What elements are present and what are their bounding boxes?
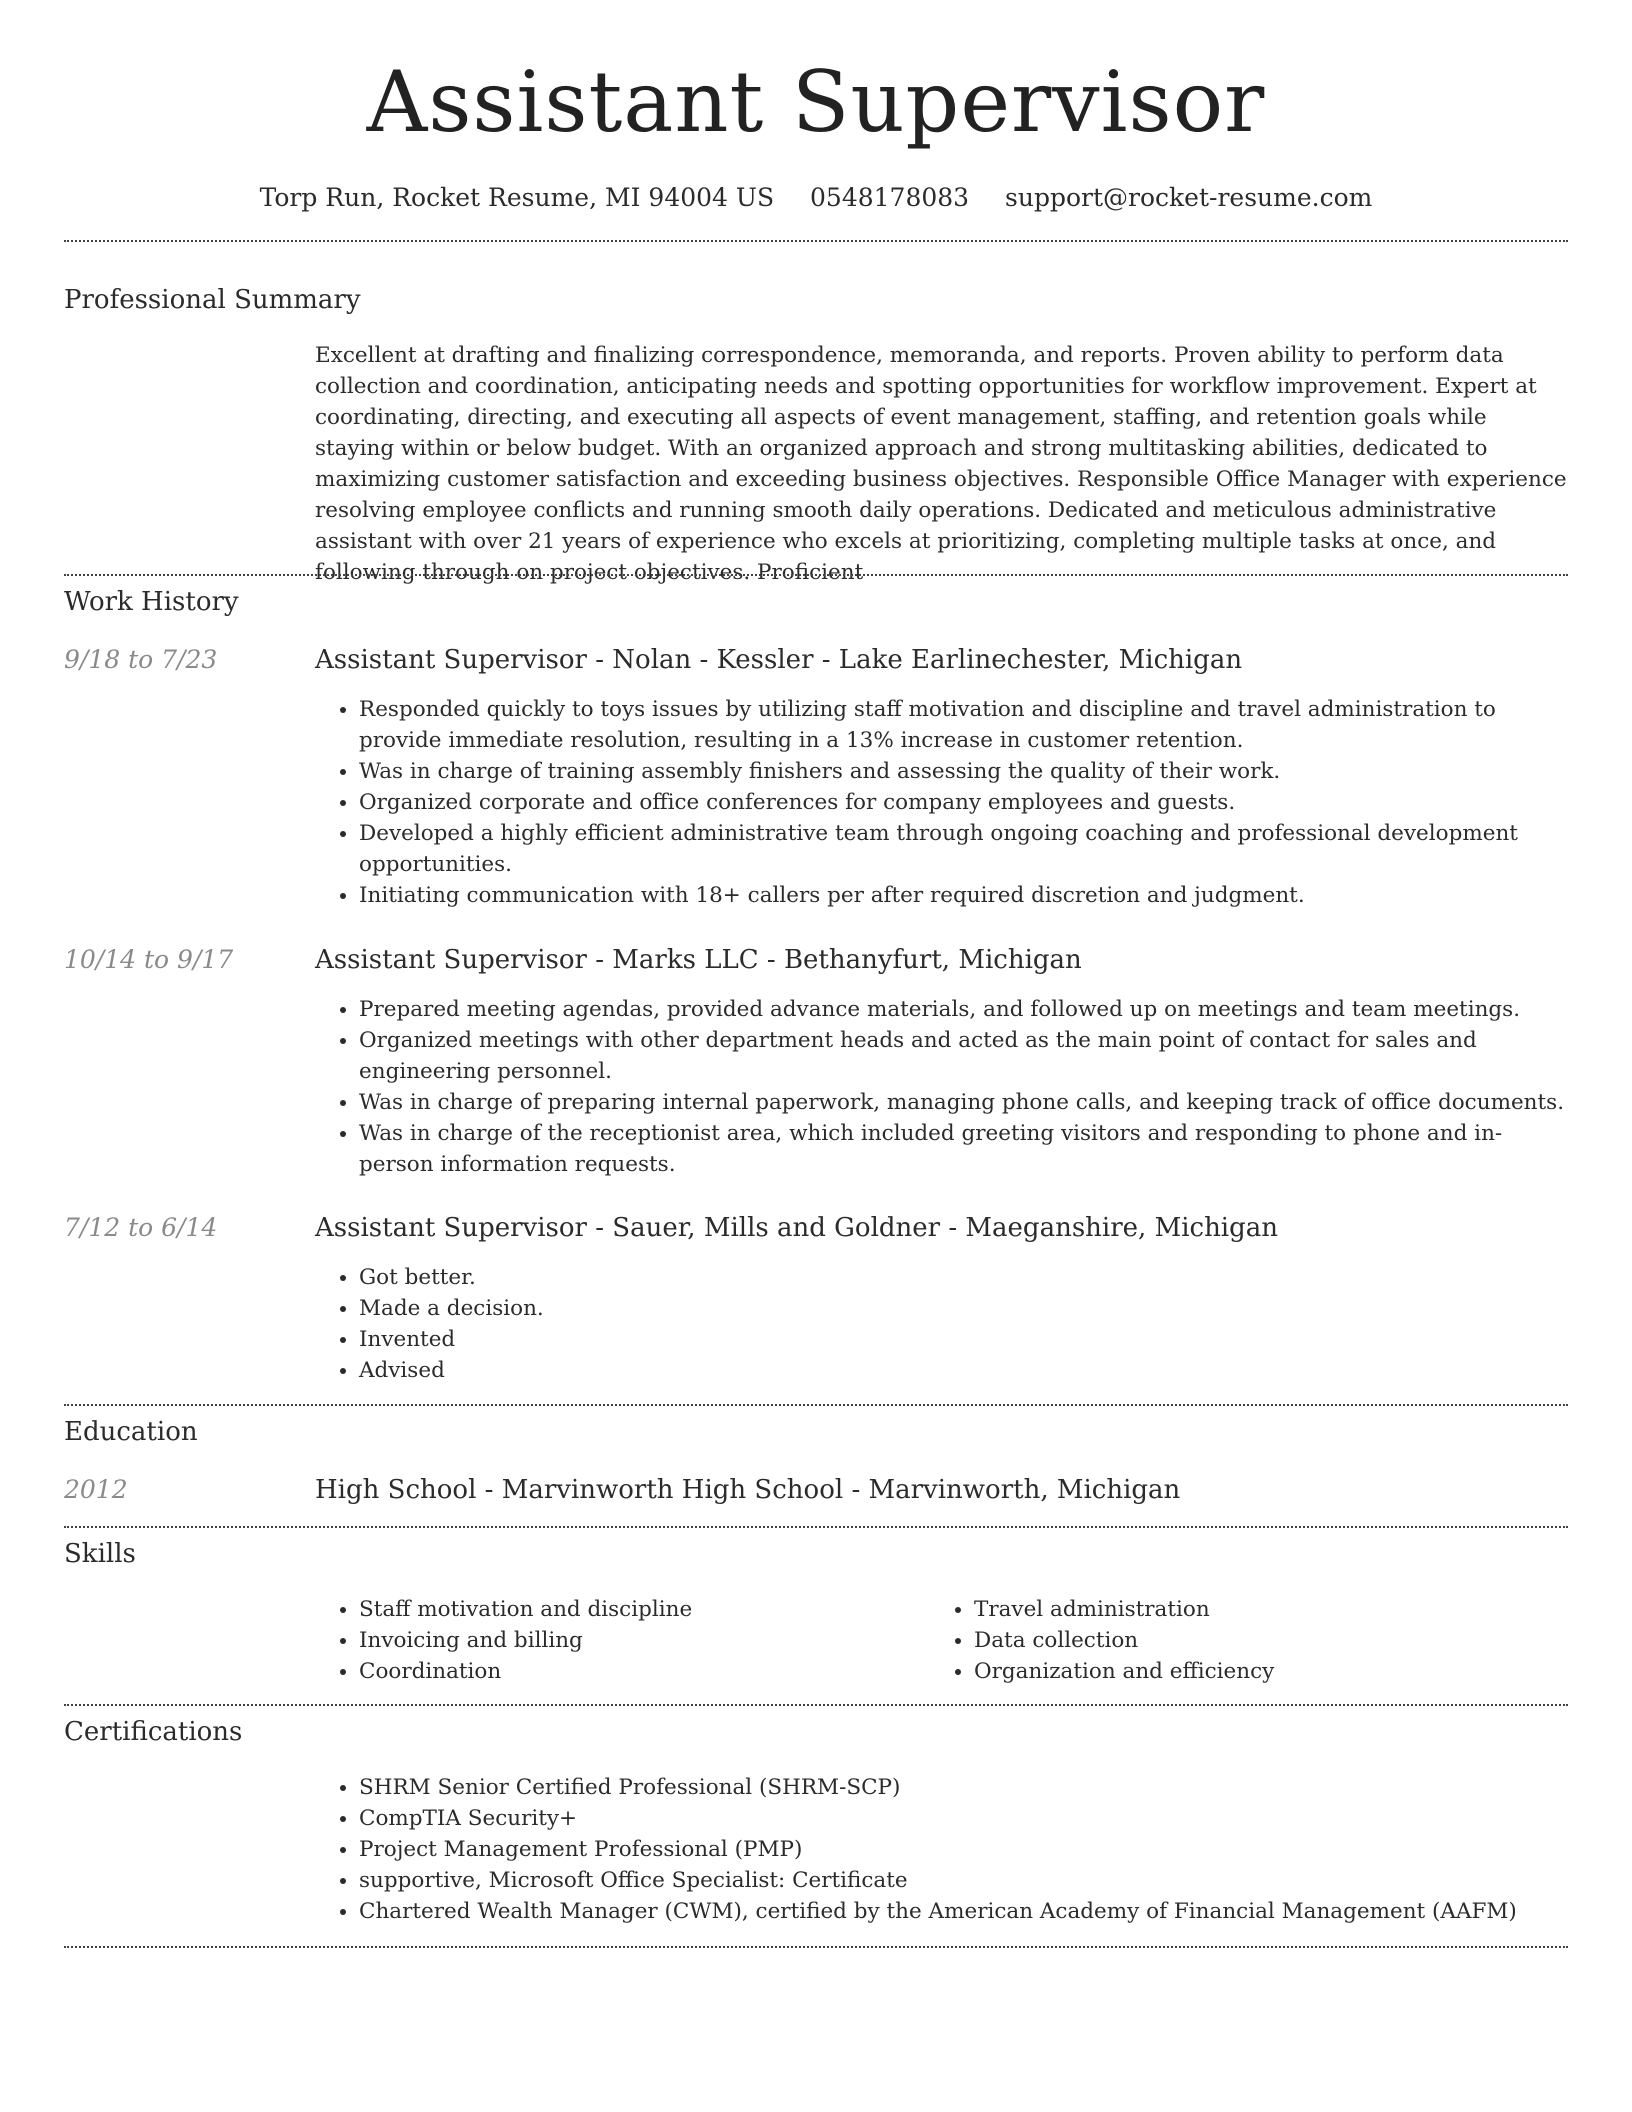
list-item: • Got better.	[359, 1262, 1570, 1293]
education-entry: High School - Marvinworth High School - Marvinworth, Michigan	[315, 1475, 1181, 1505]
work-section-title: Work History	[64, 587, 239, 617]
list-item: • Was in charge of preparing internal paperwork, managing phone calls, and keeping track of office documents.	[359, 1087, 1570, 1118]
list-item: • supportive, Microsoft Office Specialist: Certificate	[359, 1865, 1570, 1896]
job-dates: 10/14 to 9/17	[64, 945, 234, 974]
divider	[64, 1404, 1568, 1406]
list-item: • Project Management Professional (PMP)	[359, 1834, 1570, 1865]
resume-header	[0, 0, 1632, 214]
candidate-name: Assistant Supervisor	[366, 53, 1266, 151]
contact-phone: 0548178083	[810, 183, 970, 212]
list-item: • Travel administration	[974, 1594, 1570, 1625]
divider	[64, 574, 1568, 576]
list-item: • Was in charge of the receptionist area, which included greeting visitors and responding to phone and in-person information requests.	[359, 1118, 1570, 1180]
summary-text: Excellent at drafting and finalizing correspondence, memoranda, and reports. Proven ability to perform data collection and coordination, anticipating needs and spotting opportunities for workflow improvement. Expert at coordinating, directing, and executing all aspects of event management, staffing, and retention goals while staying within or below budget. With an organized approach and strong multitasking abilities, dedicated to maximizing customer satisfaction and exceeding business objectives. Responsible Office Manager with experience resolving employee conflicts and running smooth daily operations. Dedicated and meticulous administrative assistant with over 21 years of experience who excels at prioritizing, completing multiple tasks at once, and following through on project objectives. Proficient	[315, 343, 1567, 585]
list-item: • SHRM Senior Certified Professional (SHRM-SCP)	[359, 1772, 1570, 1803]
job-heading: Assistant Supervisor - Nolan - Kessler - Lake Earlinechester, Michigan	[315, 645, 1243, 675]
job-dates: 7/12 to 6/14	[64, 1213, 218, 1242]
list-item: • Advised	[359, 1355, 1570, 1386]
education-year: 2012	[64, 1475, 128, 1504]
divider	[64, 240, 1568, 242]
contact-line	[0, 182, 1632, 214]
list-item: • Invented	[359, 1324, 1570, 1355]
job-bullets	[315, 1262, 1570, 1386]
list-item: • Data collection	[974, 1625, 1570, 1656]
list-item: • Organized corporate and office conferences for company employees and guests.	[359, 787, 1570, 818]
list-item: • Coordination	[359, 1656, 930, 1687]
job-bullets	[315, 694, 1570, 911]
certifications-list	[315, 1772, 1570, 1927]
list-item: • Organization and efficiency	[974, 1656, 1570, 1687]
summary-section-title: Professional Summary	[64, 285, 361, 315]
job-heading: Assistant Supervisor - Marks LLC - Bethanyfurt, Michigan	[315, 945, 1082, 975]
contact-email: support@rocket-resume.com	[1005, 183, 1373, 212]
divider	[64, 1704, 1568, 1706]
job-bullets	[315, 994, 1570, 1180]
divider	[64, 1946, 1568, 1948]
list-item: • Made a decision.	[359, 1293, 1570, 1324]
list-item: • Chartered Wealth Manager (CWM), certified by the American Academy of Financial Management (AAFM)	[359, 1896, 1570, 1927]
list-item: • Responded quickly to toys issues by utilizing staff motivation and discipline and travel administration to provide immediate resolution, resulting in a 13% increase in customer retention.	[359, 694, 1570, 756]
divider	[64, 1526, 1568, 1528]
list-item: • Prepared meeting agendas, provided advance materials, and followed up on meetings and team meetings.	[359, 994, 1570, 1025]
skills-section-title: Skills	[64, 1539, 136, 1569]
education-section-title: Education	[64, 1417, 198, 1447]
list-item: • Initiating communication with 18+ callers per after required discretion and judgment.	[359, 880, 1570, 911]
list-item: • Organized meetings with other department heads and acted as the main point of contact for sales and engineering personnel.	[359, 1025, 1570, 1087]
skills-list-right	[930, 1594, 1570, 1687]
job-dates: 9/18 to 7/23	[64, 645, 218, 674]
list-item: • Was in charge of training assembly finishers and assessing the quality of their work.	[359, 756, 1570, 787]
list-item: • Staff motivation and discipline	[359, 1594, 930, 1625]
list-item: • Invoicing and billing	[359, 1625, 930, 1656]
skills-list-left	[315, 1594, 930, 1687]
list-item: • CompTIA Security+	[359, 1803, 1570, 1834]
job-heading: Assistant Supervisor - Sauer, Mills and Goldner - Maeganshire, Michigan	[315, 1213, 1279, 1243]
contact-address: Torp Run, Rocket Resume, MI 94004 US	[259, 183, 775, 212]
list-item: • Developed a highly efficient administrative team through ongoing coaching and professional development opportunities.	[359, 818, 1570, 880]
certifications-section-title: Certifications	[64, 1717, 243, 1747]
